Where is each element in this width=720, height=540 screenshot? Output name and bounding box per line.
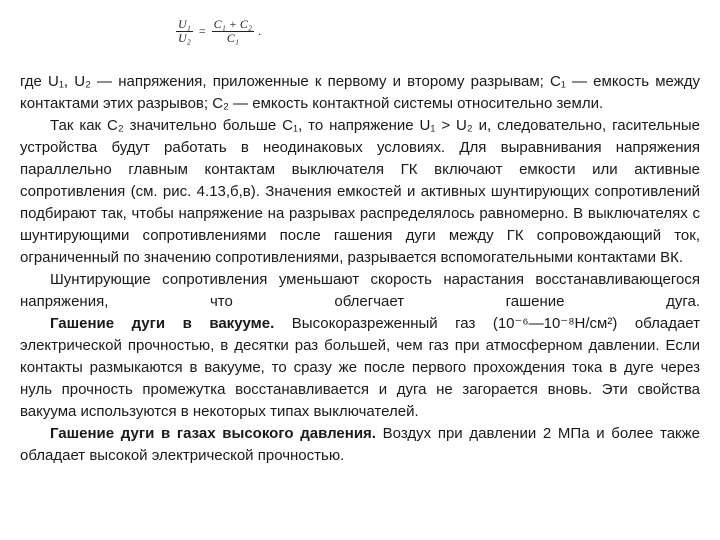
heading-vacuum-arc: Гашение дуги в вакууме.: [50, 315, 275, 332]
high-pressure-gas-text: Воздух при давлении 2 МПа и более также обладает высокой электрической прочностью.: [20, 425, 701, 464]
paragraph-voltage-distribution: Так как C₂ значительно больше C₁, то напряжение U₁ > U₂ и, следовательно, гасительные устройства будут работать в неодинаковых условиях. Для выравнивания напряжения параллельно главным контактам выключателя ГК включают емкости или активные сопротивления (см. рис. 4.13,б,в). Значения емкостей и активных шунтирующих сопротивлений подбирают так, чтобы напряжение на разрывах распределялось равномерно. В выключателях с шунтирующими сопротивлениями после гашения дуги между ГК сопровождающий ток, ограниченный по значению сопротивлениями, разрывается вспомогательными контактами ВК.: [20, 117, 700, 266]
formula-rhs-fraction: [212, 18, 254, 45]
formula-equals: =: [198, 24, 206, 38]
voltage-ratio-formula: [176, 18, 261, 45]
heading-high-pressure-gas: Гашение дуги в газах высокого давления.: [50, 425, 376, 442]
paragraph-vacuum-arc: [20, 313, 700, 423]
formula-rhs-denominator: C₁: [226, 31, 239, 45]
formula-lhs-fraction: [176, 18, 193, 45]
formula-lhs-denominator: U₂: [178, 31, 191, 45]
formula-lhs-numerator: U₁: [178, 17, 191, 31]
paragraph-shunt-resistors: Шунтирующие сопротивления уменьшают скорость нарастания восстанавливающегося напряжения, что облегчает гашение дуга.: [20, 271, 700, 310]
paragraph-high-pressure-gas: [20, 423, 700, 467]
paragraph-definitions: где U₁, U₂ — напряжения, приложенные к первому и второму разрывам; C₁ — емкость между контактами этих разрывов; C₂ — емкость контактной системы относительно земли.: [20, 73, 700, 112]
formula-rhs-numerator: C₁ + C₂: [213, 17, 253, 31]
formula-trailing-period: .: [258, 24, 262, 38]
vacuum-arc-text: Высокоразреженный газ (10⁻⁶—10⁻⁸Н/см²) обладает электрической прочностью, в десятки раз большей, чем газ при атмосферном давлении. Если контакты размыкаются в вакууме, то сразу же после первого прохождения тока в дуге через нуль прочность промежутка восстанавливается и дуга не загорается вновь. Эти свойства вакуума используются в некоторых типах выключателей.: [20, 315, 700, 420]
document-body: [20, 71, 700, 467]
